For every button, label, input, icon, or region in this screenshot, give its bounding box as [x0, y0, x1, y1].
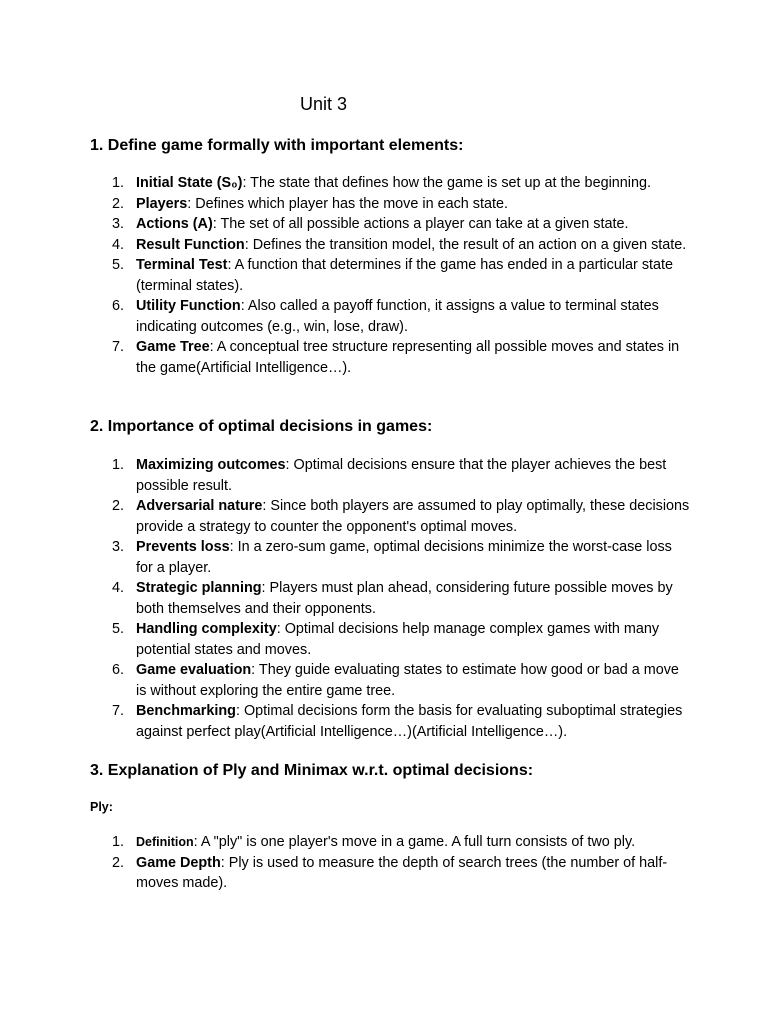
list-item-term: Definition [136, 835, 194, 849]
list-item [90, 337, 690, 378]
list-item-text: : A conceptual tree structure representing all possible moves and states in the game(Artificial Intelligence…). [136, 339, 680, 376]
list-item [90, 235, 690, 256]
list-item-term: Result Function [136, 236, 245, 253]
list-item-text: : Since both players are assumed to play optimally, these decisions provide a strategy to counter the opponent's optimal moves. [136, 498, 690, 535]
section-heading-ply-minimax: 3. Explanation of Ply and Minimax w.r.t. optimal decisions: [90, 762, 534, 779]
list-item-term: Game Tree [136, 339, 210, 355]
list-item-text: : The set of all possible actions a player can take at a given state. [212, 216, 629, 232]
list-item [90, 853, 690, 894]
list-item-term: Utility Function [136, 298, 241, 314]
list-item-number: 7. [112, 703, 125, 719]
list-item-term: Initial State (S₀) [136, 175, 243, 191]
list-item [90, 537, 690, 578]
list-item-text: : The state that defines how the game is set up at the beginning. [242, 175, 651, 191]
list-item-number: 1. [112, 834, 125, 850]
list-item-term: Prevents loss [136, 539, 230, 555]
list-item-number: 1. [112, 175, 125, 191]
list-item [90, 496, 690, 537]
list-item [90, 194, 690, 215]
list-item-number: 5. [112, 257, 125, 273]
list-item [90, 578, 690, 619]
list-item-text: : Also called a payoff function, it assigns a value to terminal states indicating outcomes (e.g., win, lose, draw). [136, 298, 659, 335]
list-item [90, 619, 690, 660]
list-item-text: : Optimal decisions form the basis for evaluating suboptimal strategies against perfect play(Artificial Intelligence…)(Artificial Intelligence…). [136, 703, 683, 740]
list-item-text: : Defines which player has the move in each state. [187, 195, 508, 212]
optimal-decisions-list [90, 455, 690, 742]
list-item-term: Game evaluation [136, 662, 252, 678]
list-item [90, 660, 690, 701]
list-item-term: Actions (A) [136, 216, 213, 232]
list-item [90, 832, 690, 853]
list-item-term: Terminal Test [136, 257, 228, 273]
list-item-number: 7. [112, 339, 125, 355]
list-item-text: : In a zero-sum game, optimal decisions minimize the worst-case loss for a player. [136, 539, 672, 576]
list-item-number: 2. [112, 854, 125, 871]
list-item-term: Game Depth [136, 854, 221, 871]
list-item-number: 2. [112, 195, 125, 212]
list-item [90, 173, 690, 194]
list-item-text: : Optimal decisions ensure that the player achieves the best possible result. [136, 457, 667, 494]
list-item-number: 2. [112, 498, 125, 514]
section-heading-optimal-decisions: 2. Importance of optimal decisions in games: [90, 418, 433, 435]
list-item-number: 4. [112, 236, 125, 253]
list-item-term: Benchmarking [136, 703, 236, 719]
list-item [90, 455, 690, 496]
list-item-number: 4. [112, 580, 125, 596]
list-item-term: Maximizing outcomes [136, 457, 286, 473]
list-item [90, 214, 690, 235]
list-item [90, 701, 690, 742]
ply-list [90, 832, 690, 894]
game-elements-list [90, 173, 690, 378]
list-item-text: : Ply is used to measure the depth of search trees (the number of half-moves made). [136, 854, 668, 891]
list-item-number: 1. [112, 457, 125, 473]
list-item-number: 6. [112, 662, 125, 678]
list-item-term: Strategic planning [136, 580, 262, 596]
list-item-number: 5. [112, 621, 125, 637]
list-item-text: : Optimal decisions help manage complex games with many potential states and moves. [136, 621, 660, 658]
list-item-number: 6. [112, 298, 125, 314]
list-item-text: : A function that determines if the game has ended in a particular state (terminal states). [136, 257, 674, 294]
page-title: Unit 3 [300, 94, 348, 114]
list-item-term: Players [136, 195, 188, 212]
list-item-number: 3. [112, 216, 125, 232]
section-heading-define-game: 1. Define game formally with important elements: [90, 137, 464, 154]
list-item-number: 3. [112, 539, 125, 555]
list-item-text: : A "ply" is one player's move in a game. A full turn consists of two ply. [193, 834, 636, 850]
list-item [90, 255, 690, 296]
subheading-ply: Ply: [90, 800, 113, 814]
list-item-text: : Players must plan ahead, considering future possible moves by both themselves and their opponents. [136, 580, 673, 617]
list-item-term: Adversarial nature [136, 498, 263, 514]
list-item-text: : They guide evaluating states to estimate how good or bad a move is without exploring the entire game tree. [136, 662, 679, 699]
list-item-text: : Defines the transition model, the result of an action on a given state. [244, 236, 687, 253]
list-item-term: Handling complexity [136, 621, 277, 637]
list-item [90, 296, 690, 337]
